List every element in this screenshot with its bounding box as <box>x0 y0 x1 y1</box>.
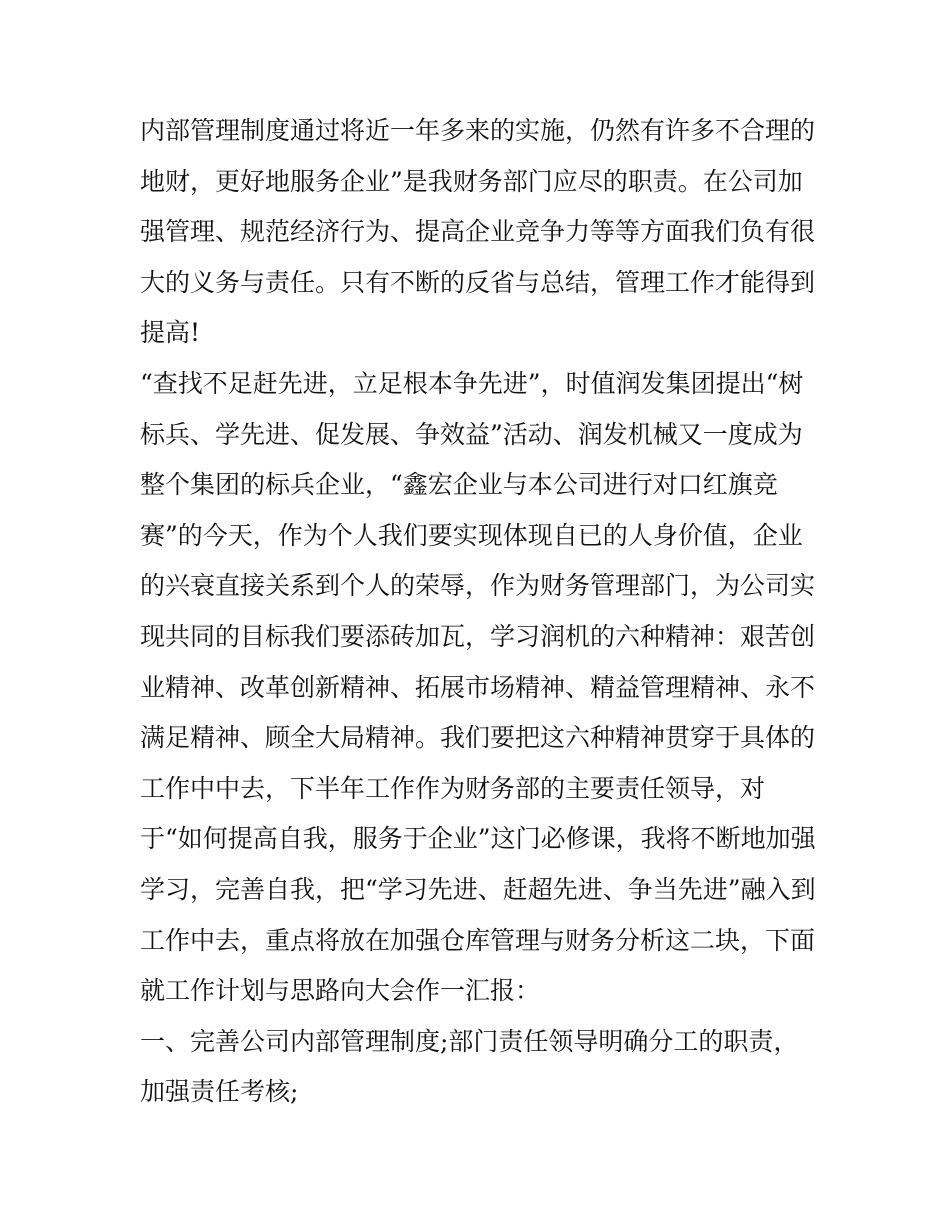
text-line: 大的义务与责任。只有不断的反省与总结，管理工作才能得到 <box>140 267 816 297</box>
text-line: 强管理、规范经济行为、提高企业竞争力等等方面我们负有很 <box>140 217 816 247</box>
text-line: 工作中中去，下半年工作作为财务部的主要责任领导，对 <box>140 773 766 803</box>
text-line: 的兴衰直接关系到个人的荣辱，作为财务管理部门，为公司实 <box>140 571 816 601</box>
text-line: 提高! <box>140 318 201 348</box>
text-line: 加强责任考核; <box>140 1077 299 1107</box>
text-line: 内部管理制度通过将近一年多来的实施，仍然有许多不合理的 <box>140 116 816 145</box>
text-line: 赛”的今天，作为个人我们要实现体现自已的人身价值，企业 <box>140 520 803 550</box>
text-line: 整个集团的标兵企业，“鑫宏企业与本公司进行对口红旗竞 <box>140 470 778 500</box>
text-line: 于“如何提高自我，服务于企业”这门必修课，我将不断地加强 <box>140 824 816 854</box>
document-body <box>140 106 820 1118</box>
text-line: 标兵、学先进、促发展、争效益”活动、润发机械又一度成为 <box>140 419 803 449</box>
text-line: 学习，完善自我，把“学习先进、赶超先进、争当先进”融入到 <box>140 874 816 904</box>
text-line: 地财，更好地服务企业”是我财务部门应尽的职责。在公司加 <box>140 166 803 196</box>
text-line: 满足精神、顾全大局精神。我们要把这六种精神贯穿于具体的 <box>140 723 816 753</box>
text-line: 工作中去，重点将放在加强仓库管理与财务分析这二块，下面 <box>140 925 816 955</box>
text-line: “查找不足赶先进，立足根本争先进”，时值润发集团提出“树 <box>140 368 804 398</box>
text-line: 业精神、改革创新精神、拓展市场精神、精益管理精神、永不 <box>140 672 816 702</box>
text-line: 一、完善公司内部管理制度;部门责任领导明确分工的职责， <box>140 1026 799 1056</box>
text-line: 就工作计划与思路向大会作一汇报： <box>140 976 541 1006</box>
text-line: 现共同的目标我们要添砖加瓦，学习润机的六种精神：艰苦创 <box>140 621 816 651</box>
